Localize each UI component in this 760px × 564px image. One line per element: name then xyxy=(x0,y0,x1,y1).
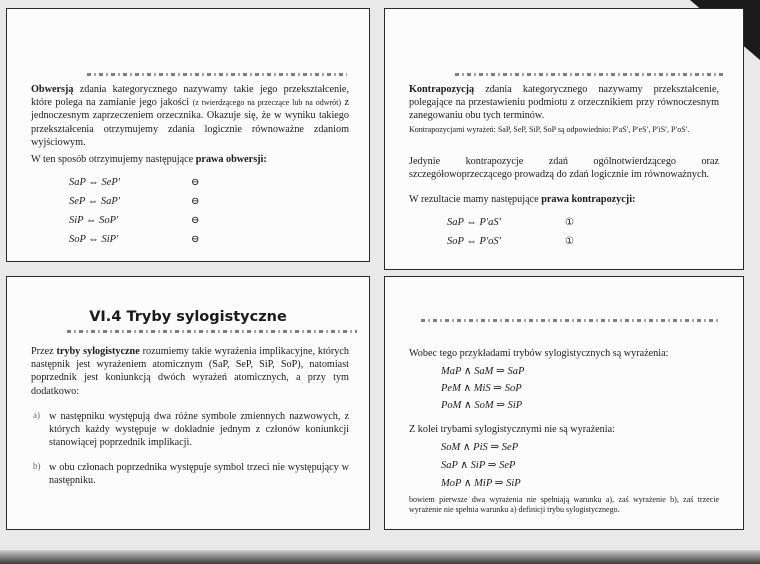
obversion-law-4: SoP ⇔ SiP′ xyxy=(69,234,119,245)
list-bullet: a) xyxy=(33,410,40,420)
contraposition-def-text: zdania kategorycznego nazywamy przekształcenie, polegające na przestawieniu podmiotu z orzecznikiem przy równoczesnym zanegowaniu obu tych terminów. xyxy=(409,84,720,122)
contraposition-laws-intro xyxy=(409,193,719,206)
modes-def-lead: Przez xyxy=(31,346,54,357)
modes-definition xyxy=(31,345,349,398)
contraposition-law-2: SoP ⇔ P′oS′ xyxy=(447,236,501,247)
slide-header-rule xyxy=(67,330,357,333)
slide-header-rule xyxy=(87,73,347,76)
slide-header-rule xyxy=(455,73,725,76)
condition-b: w obu członach poprzednika występuje symbol trzeci nie występujący w następniku. xyxy=(49,462,349,487)
example-mode-1: MaP ∧ SaM ⇒ SaP xyxy=(441,366,525,377)
obversion-laws-label: prawa obwersji: xyxy=(195,154,267,165)
obversion-definition xyxy=(31,83,349,149)
modes-def-text: rozumiemy takie wyrażenia implikacyjne, których następnik jest wyrażeniem atomicznym (SaP, SeP, SiP, SoP), natomiast poprzednik jest koniunkcją dwóch wyrażeń atomicznych, a przy tym dodatkowo: xyxy=(31,346,350,397)
contraposition-mark-2: ① xyxy=(565,236,574,247)
slide-mode-examples xyxy=(384,276,744,530)
term-syllogistic-modes: tryby sylogistyczne xyxy=(56,346,140,357)
contraposition-definition xyxy=(409,83,719,123)
non-example-2: SaP ∧ SiP ⇒ SeP xyxy=(441,460,516,471)
list-bullet: b) xyxy=(33,461,41,471)
condition-a: w następniku występują dwa różne symbole zmiennych nazwowych, z których każdy występuje w dokładnie jednym z członów koniunkcji stanowiącej poprzednik implikacji. xyxy=(49,411,349,449)
slide-contraposition xyxy=(384,8,744,270)
contraposition-note: Jedynie kontrapozycje zdań ogólnotwierdzącego oraz szczegółowoprzeczącego prowadzą do zdań logicznie im równoważnych. xyxy=(409,156,719,181)
obversion-law-2: SeP ⇔ SaP′ xyxy=(69,196,121,207)
obversion-mark-4: ⊖ xyxy=(191,234,200,245)
contraposition-law-1: SaP ⇔ P′aS′ xyxy=(447,217,501,228)
slide-syllogistic-modes xyxy=(6,276,370,530)
contraposition-mark-1: ① xyxy=(565,217,574,228)
non-examples-explanation: bowiem pierwsze dwa wyrażenia nie spełniają warunku a), zaś wyrażenie b), zaś trzecie wyrażenie nie spełnia warunku a) definicji trybu sylogistycznego. xyxy=(409,495,719,514)
obversion-def-text: zdania kategorycznego nazywamy takie jego przekształcenie, które polega na zamianie jego jakości xyxy=(31,84,349,109)
non-examples-intro: Z kolei trybami sylogistycznymi nie są wyrażenia: xyxy=(409,424,615,435)
term-obversion: Obwersją xyxy=(31,84,74,95)
contraposition-forms: Kontrapozycjami wyrażeń: SaP, SeP, SiP, SoP są odpowiednio: P′aS′, P′eS′, P′iS′, P′oS′. xyxy=(409,125,690,134)
obversion-mark-2: ⊖ xyxy=(191,196,200,207)
obversion-law-1: SaP ⇔ SeP′ xyxy=(69,177,121,188)
example-mode-2: PeM ∧ MiS ⇒ SoP xyxy=(441,383,522,394)
example-mode-3: PoM ∧ SoM ⇒ SiP xyxy=(441,400,523,411)
slide-header-rule xyxy=(421,319,721,322)
obversion-laws-intro-text: W ten sposób otrzymujemy następujące xyxy=(31,154,194,165)
contraposition-laws-intro-text: W rezultacie mamy następujące xyxy=(409,194,539,205)
obversion-def-note: (z twierdzącego na przeczące lub na odwrót) xyxy=(192,98,342,108)
scan-shadow-bottom xyxy=(0,550,760,564)
contraposition-laws-label: prawa kontrapozycji: xyxy=(541,194,636,205)
obversion-def-rest: z jednoczesnym zaprzeczeniem orzecznika. Okazuje się, że w wyniku takiego przekształcenia otrzymujemy zdania logicznie równoważne zdaniom wyjściowym. xyxy=(31,97,350,148)
non-example-3: MoP ∧ MiP ⇒ SiP xyxy=(441,478,521,489)
examples-intro: Wobec tego przykładami trybów sylogistycznych są wyrażenia: xyxy=(409,348,669,359)
term-contraposition: Kontrapozycją xyxy=(409,84,475,95)
non-example-1: SoM ∧ PiS ⇒ SeP xyxy=(441,442,519,453)
obversion-laws-intro xyxy=(31,153,349,166)
section-title: VI.4 Tryby sylogistyczne xyxy=(89,309,287,325)
obversion-mark-1: ⊖ xyxy=(191,177,200,188)
obversion-mark-3: ⊖ xyxy=(191,215,200,226)
slide-obversion xyxy=(6,8,370,262)
obversion-law-3: SiP ⇔ SoP′ xyxy=(69,215,119,226)
